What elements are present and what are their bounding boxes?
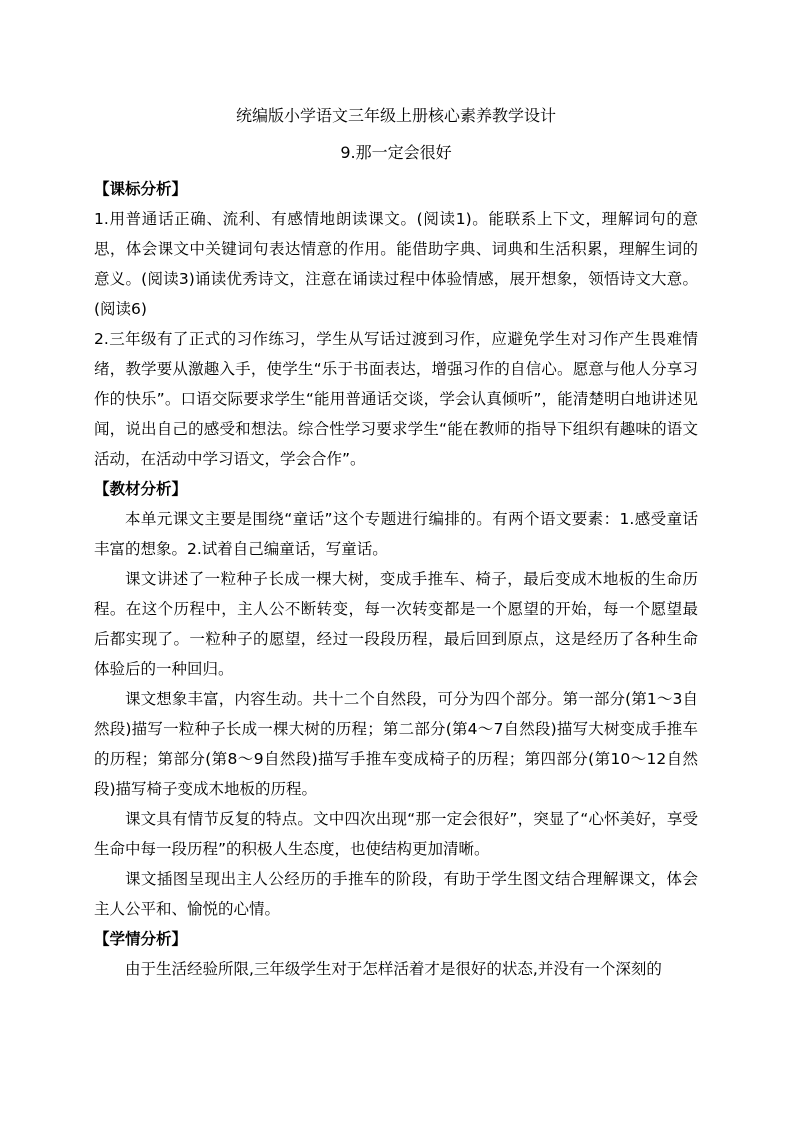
document-body (94, 96, 698, 984)
curriculum-paragraph-2: 2.三年级有了正式的习作练习，学生从写话过渡到习作，应避免学生对习作产生畏难情绪，教学要从激趣入手，使学生“乐于书面表达，增强习作的自信心。愿意与他人分享习作的快乐”。口语交际要求学生“能用普通话交谈，学会认真倾听”，能清楚明白地讲述见闻，说出自己的感受和想法。综合性学习要求学生“能在教师的指导下组织有趣味的语文活动，在活动中学习语文，学会合作”。 (94, 330, 698, 468)
learner-paragraph-1: 由于生活经验所限,三年级学生对于怎样活着才是很好的状态,并没有一个深刻的 (125, 960, 662, 978)
curriculum-paragraph-1: 1.用普通话正确、流利、有感情地朗读课文。(阅读1)。能联系上下文，理解词句的意思，体会课文中关键词句表达情意的作用。能借助字典、词典和生活积累，理解生词的意义。(阅读3)诵读优秀诗文，注意在诵读过程中体验情感，展开想象，领悟诗文大意。(阅读6) (94, 210, 698, 318)
textbook-paragraph-2: 课文讲述了一粒种子长成一棵大树，变成手推车、椅子，最后变成木地板的生命历程。在这个历程中，主人公不断转变，每一次转变都是一个愿望的开始，每一个愿望最后都实现了。一粒种子的愿望，经过一段段历程，最后回到原点，这是经历了各种生命体验后的一种回归。 (94, 570, 698, 678)
document-title: 统编版小学语文三年级上册核心素养教学设计 (235, 106, 556, 125)
textbook-paragraph-1: 本单元课文主要是围绕“童话”这个专题进行编排的。有两个语文要素：1.感受童话丰富的想象。2.试着自己编童话，写童话。 (94, 510, 698, 558)
textbook-paragraph-3: 课文想象丰富，内容生动。共十二个自然段，可分为四个部分。第一部分(第1～3自然段)描写一粒种子长成一棵大树的历程；第二部分(第4～7自然段)描写大树变成手推车的历程；第部分(第8～9自然段)描写手推车变成椅子的历程；第四部分(第10～12自然段)描写椅子变成木地板的历程。 (94, 690, 698, 798)
learner-analysis-heading: 【学情分析】 (94, 930, 188, 948)
textbook-analysis-heading: 【教材分析】 (94, 480, 188, 498)
curriculum-analysis-heading: 【课标分析】 (94, 180, 188, 198)
textbook-paragraph-4: 课文具有情节反复的特点。文中四次出现“那一定会很好”，突显了“心怀美好，享受生命中每一段历程”的积极人生态度，也使结构更加清晰。 (94, 810, 698, 858)
lesson-title: 9.那一定会很好 (340, 143, 452, 162)
textbook-paragraph-5: 课文插图呈现出主人公经历的手推车的阶段，有助于学生图文结合理解课文，体会主人公平和、愉悦的心情。 (94, 870, 698, 918)
